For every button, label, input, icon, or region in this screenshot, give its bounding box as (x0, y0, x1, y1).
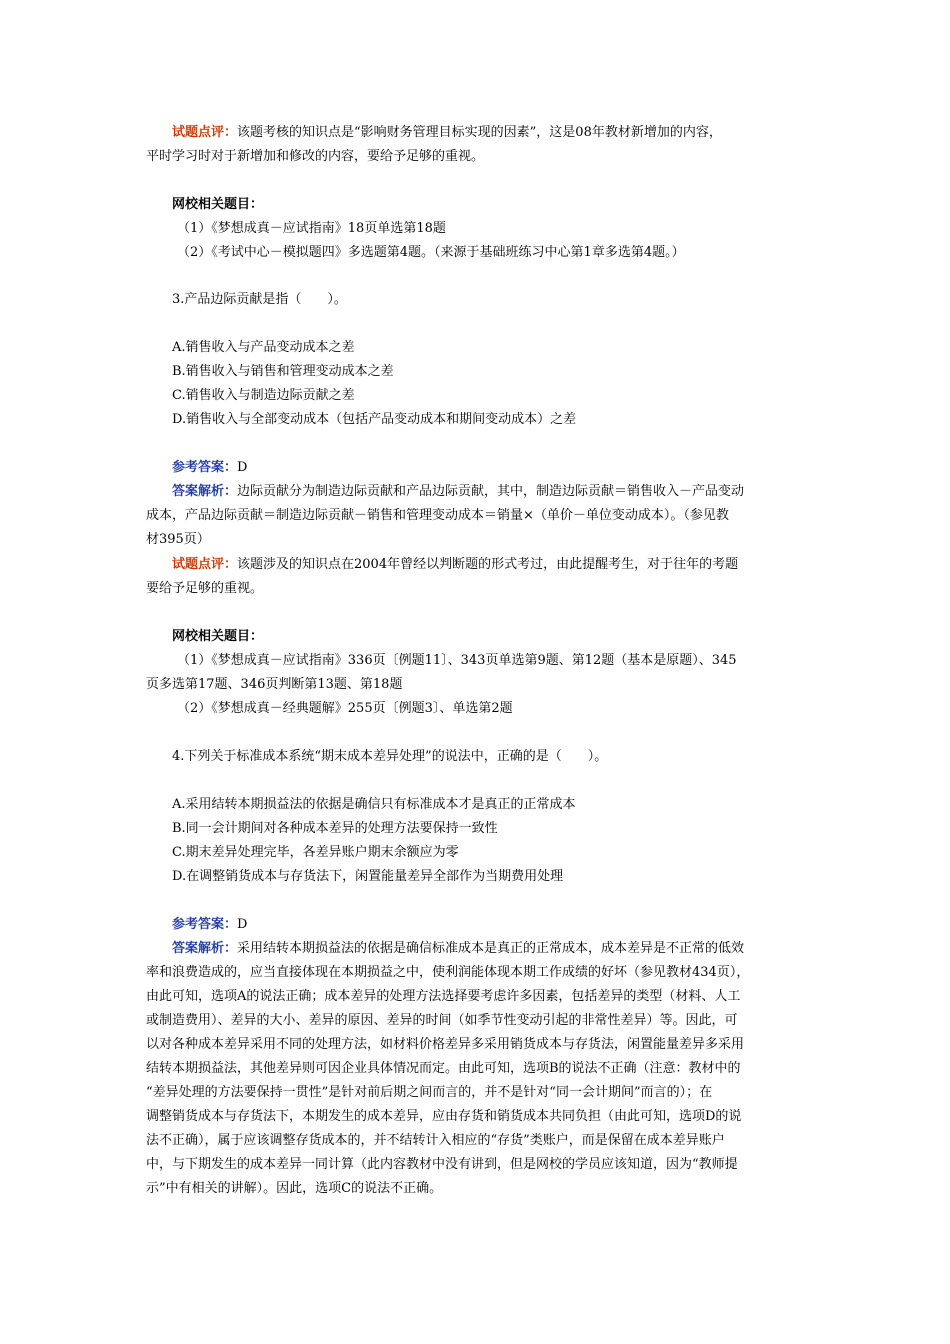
related-item: （2）《考试中心－模拟题四》多选题第4题。（来源于基础班练习中心第1章多选第4题。） (177, 245, 685, 260)
analysis-text: 材395页） (146, 532, 210, 547)
answer-label: 参考答案： (172, 460, 238, 475)
option-d: D.在调整销货成本与存货法下，闲置能量差异全部作为当期费用处理 (172, 869, 564, 884)
analysis-text: 采用结转本期损益法的依据是确信标准成本是真正的正常成本，成本差异是不正常的低效 (237, 941, 745, 956)
comment-label: 试题点评： (172, 125, 238, 140)
analysis-text: 成本，产品边际贡献＝制造边际贡献－销售和管理变动成本＝销量×（单价－单位变动成本）。（参见教 (146, 508, 729, 523)
analysis-text: 中，与下期发生的成本差异一同计算（此内容教材中没有讲到，但是网校的学员应该知道，因为“教师提 (146, 1157, 738, 1172)
question-stem: 3.产品边际贡献是指（ ）。 (172, 292, 347, 307)
analysis-label: 答案解析： (172, 484, 238, 499)
analysis-text: 由此可知，选项A的说法正确；成本差异的处理方法选择要考虑许多因素，包括差异的类型（材料、人工 (146, 989, 741, 1004)
answer-line (172, 913, 247, 937)
comment-line (172, 121, 722, 145)
comment-text: 该题考核的知识点是“影响财务管理目标实现的因素”，这是08年教材新增加的内容， (237, 125, 722, 140)
analysis-text: 调整销货成本与存货法下，本期发生的成本差异，应由存货和销货成本共同负担（由此可知，选项D的说 (146, 1109, 742, 1124)
option-b: B.同一会计期间对各种成本差异的处理方法要保持一致性 (172, 821, 498, 836)
analysis-text: 结转本期损益法，其他差异则可因企业具体情况而定。由此可知，选项B的说法不正确（注意：教材中的 (146, 1061, 741, 1076)
option-c: C.期末差异处理完毕，各差异账户期末余额应为零 (172, 845, 459, 860)
analysis-text: 示”中有相关的讲解）。因此，选项C的说法不正确。 (146, 1181, 443, 1196)
analysis-text: “差异处理的方法要保持一贯性”是针对前后期之间而言的，并不是针对“同一会计期间”而言的）；在 (146, 1085, 713, 1100)
comment-line (172, 553, 738, 577)
analysis-text: 边际贡献分为制造边际贡献和产品边际贡献，其中，制造边际贡献＝销售收入－产品变动 (237, 484, 745, 499)
comment-line-2: 平时学习时对于新增加和修改的内容，要给予足够的重视。 (146, 149, 485, 164)
analysis-line (172, 480, 744, 504)
answer-line (172, 456, 247, 480)
related-item: 页多选第17题、346页判断第13题、第18题 (146, 677, 403, 692)
related-heading: 网校相关题目： (172, 629, 264, 644)
option-c: C.销售收入与制造边际贡献之差 (172, 388, 355, 403)
question-stem: 4.下列关于标准成本系统“期末成本差异处理”的说法中，正确的是（ ）。 (172, 749, 608, 764)
comment-text: 该题涉及的知识点在2004年曾经以判断题的形式考过，由此提醒考生，对于往年的考题 (237, 557, 739, 572)
related-item: （1）《梦想成真－应试指南》336页〔例题11〕、343页单选第9题、第12题（基本是原题）、345 (177, 653, 737, 668)
analysis-text: 率和浪费造成的，应当直接体现在本期损益之中，使利润能体现本期工作成绩的好坏（参见教材434页）， (146, 965, 750, 980)
analysis-text: 法不正确），属于应该调整存货成本的，并不结转计入相应的“存货”类账户，而是保留在成本差异账户 (146, 1133, 725, 1148)
analysis-label: 答案解析： (172, 941, 238, 956)
answer-label: 参考答案： (172, 917, 238, 932)
related-heading: 网校相关题目： (172, 197, 264, 212)
option-a: A.采用结转本期损益法的依据是确信只有标准成本才是真正的正常成本 (172, 797, 576, 812)
comment-text: 要给予足够的重视。 (146, 581, 264, 596)
option-d: D.销售收入与全部变动成本（包括产品变动成本和期间变动成本）之差 (172, 412, 577, 427)
answer-value: D (237, 460, 248, 475)
analysis-line (172, 937, 744, 961)
analysis-text: 以对各种成本差异采用不同的处理方法，如材料价格差异多采用销货成本与存货法，闲置能量差异多采用 (146, 1037, 745, 1052)
related-item: （2）《梦想成真－经典题解》255页〔例题3〕、单选第2题 (177, 701, 513, 716)
analysis-text: 或制造费用）、差异的大小、差异的原因、差异的时间（如季节性变动引起的非常性差异）等。因此，可 (146, 1013, 738, 1028)
answer-value: D (237, 917, 248, 932)
related-item: （1）《梦想成真－应试指南》18页单选第18题 (177, 221, 446, 236)
option-b: B.销售收入与销售和管理变动成本之差 (172, 364, 394, 379)
option-a: A.销售收入与产品变动成本之差 (172, 340, 355, 355)
comment-label: 试题点评： (172, 557, 238, 572)
